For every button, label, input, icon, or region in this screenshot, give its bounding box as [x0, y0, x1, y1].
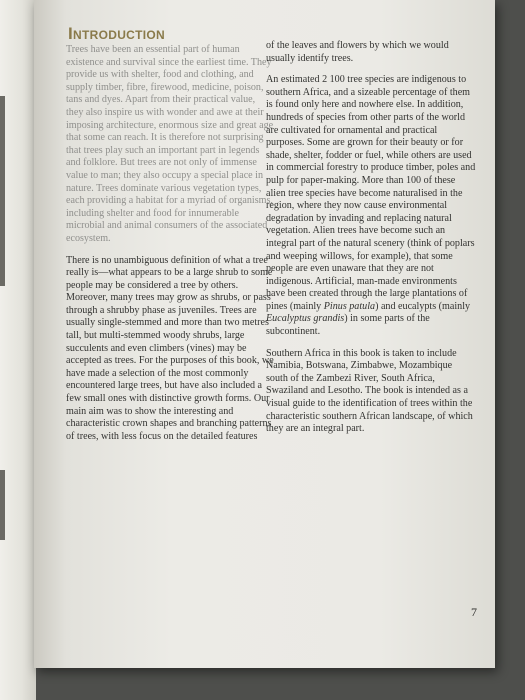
- species-name: Eucalyptus grandis: [266, 313, 345, 325]
- paragraph: [266, 74, 476, 338]
- paragraph: Southern Africa in this book is taken to include Namibia, Botswana, Zimbabwe, Mozambique south of the Zambezi River, South Africa, Swaziland and Lesotho. The book is intended as a visual guide to the identification of trees within the characteristic southern African landscape, of which they are an integral part.: [266, 347, 473, 435]
- page-number: 7: [471, 605, 477, 619]
- page-edge-mark: [0, 470, 5, 540]
- heading-rest: NTRODUCTION: [73, 28, 165, 42]
- text-run: ) and eucalypts (mainly: [375, 300, 471, 312]
- paragraph: There is no unambiguous definition of what a tree really is—what appears to be a large shrub to some people may be considered a tree by others. Moreover, many trees may grow as shrubs, or pass through a shrubby phase as juveniles. Trees are usually single-stemmed and more than two metres tall, but multi-stemmed woody shrubs, large succulents and even climbers (vines) may be accepted as trees. For the purposes of this book, we have made a selection of the most commonly encountered large trees, but have also included a few small ones with distinctive growth forms. Our main aim was to show the interesting and characteristic crown shapes and branching patterns of trees, with less focus on the detailed features: [66, 254, 274, 442]
- text-run: ) in some parts of the subcontinent.: [266, 313, 430, 338]
- book-page: [34, 0, 495, 668]
- heading-initial: I: [68, 24, 74, 43]
- paragraph: of the leaves and flowers by which we would usually identify trees.: [266, 40, 449, 64]
- text-column-right: [266, 40, 476, 445]
- text-column-left: [66, 44, 274, 452]
- section-heading: [68, 24, 165, 44]
- page-edge-mark: [0, 96, 5, 286]
- species-name: Pinus patula: [323, 300, 376, 312]
- previous-page-edge: [0, 0, 36, 700]
- text-run: An estimated 2 100 tree species are indigenous to southern Africa, and a sizeable percentage of them is found only here and nowhere else. In addition, hundreds of species from other parts of the world are cultivated for ornamental and practical purposes. Some are grown for their beauty or for shade, shelter, fodder or fuel, while others are used in commercial forestry to produce timber, poles and pulp for paper-making. More than 100 of these alien tree species have become naturalised in the region, where they now cause environmental degradation by invading and replacing natural vegetation. Alien trees have become such an integral part of the natural scenery (think of poplars and weeping willows, for example), that some people are even unaware that they are not indigenous. Artificial, man-made environments have been created through the large plantations of pines (mainly: [266, 74, 476, 312]
- paragraph: Trees have been an essential part of human existence and survival since the earliest time. They provide us with shelter, food and clothing, and supply timber, fibre, firewood, medicine, poison, tans and dyes. Apart from their practical value, they also inspire us with wonder and awe at their imposing architecture, enormous size and great age that some can reach. It is therefore not surprising that trees play such an important part in legends and folklore. But trees are not only of immense value to man; they also occupy a special place in nature. Trees dominate various vegetation types, each providing a habitat for a myriad of organisms, including shelter and food for innumerable microbial and animal consumers of the associated ecosystem.: [66, 44, 274, 244]
